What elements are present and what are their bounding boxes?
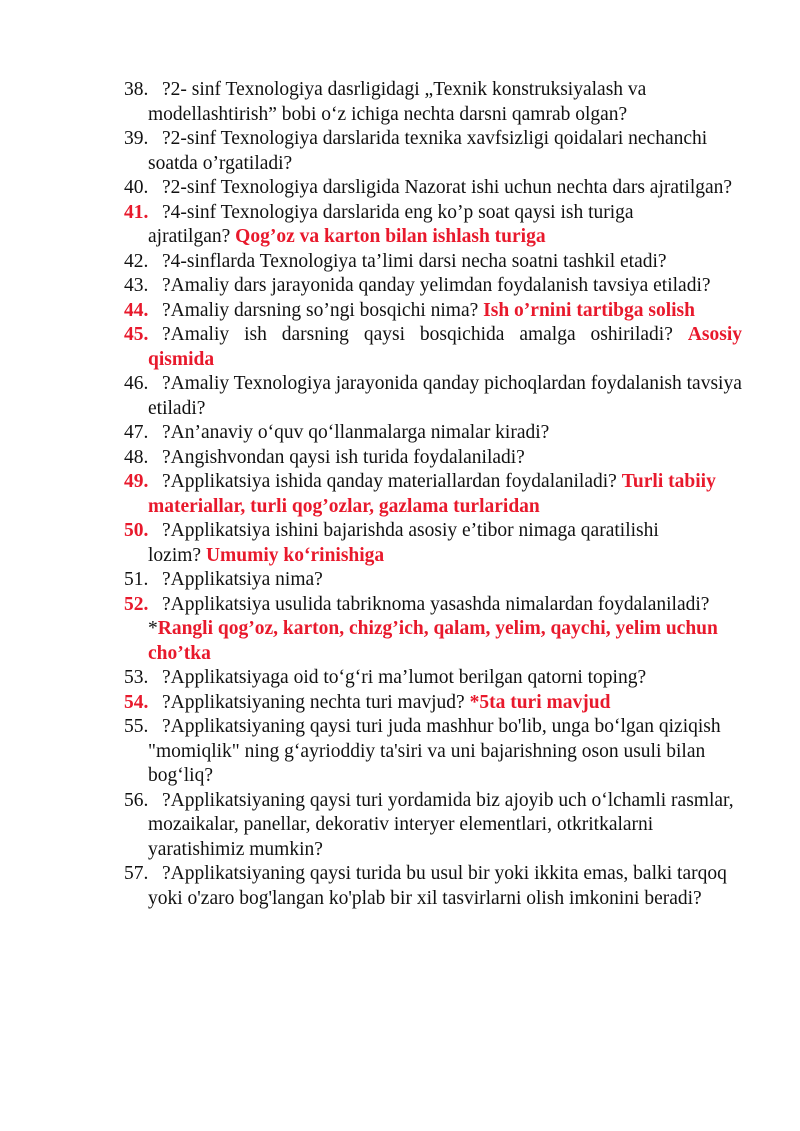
question-text: ?2-sinf Texnologiya darsligida Nazorat ishi uchun nechta dars ajratilgan? [162, 177, 733, 198]
question-text-block [148, 446, 742, 471]
question-text-block [148, 201, 742, 250]
question-text-block [148, 715, 742, 789]
question-text: ?Applikatsiyaning nechta turi mavjud? [162, 691, 465, 713]
question-number: 52. [124, 593, 149, 615]
question-text: ?Applikatsiyaning qaysi turi juda mashhur bo'lib, unga bo‘lgan qiziqish "momiqlik" ning g‘ayrioddiy ta'siri va uni bajarishning oson usuli bilan bog‘liq? [148, 716, 721, 786]
answer-text: Asosiy qismida [148, 324, 742, 370]
question-item [124, 78, 742, 127]
question-item [124, 691, 742, 716]
question-text-block [148, 372, 742, 421]
question-item [124, 862, 742, 911]
question-item [124, 421, 742, 446]
question-item [124, 446, 742, 471]
question-text-block [148, 470, 742, 519]
question-text: ?Amaliy darsning so’ngi bosqichi nima? [162, 299, 479, 321]
question-text-block [148, 78, 742, 127]
question-item [124, 470, 742, 519]
question-text: ?4-sinflarda Texnologiya ta’limi darsi necha soatni tashkil etadi? [162, 250, 667, 272]
question-text: ?4-sinf Texnologiya darslarida eng ko’p soat qaysi ish turiga ajratilgan? [148, 201, 634, 247]
question-number: 53. [124, 667, 149, 688]
question-number: 51. [124, 569, 149, 590]
question-item [124, 372, 742, 421]
question-list [124, 78, 742, 911]
question-text: ?Applikatsiya usulida tabriknoma yasashda nimalardan foydalaniladi? * [148, 593, 710, 639]
question-item [124, 666, 742, 691]
question-item [124, 201, 742, 250]
question-text: ?Applikatsiya ishini bajarishda asosiy e’tibor nimaga qaratilishi lozim? [148, 520, 659, 566]
question-item [124, 568, 742, 593]
question-text-block [148, 299, 742, 324]
question-number: 38. [124, 79, 149, 100]
question-text: ?An’anaviy o‘quv qo‘llanmalarga nimalar kiradi? [162, 422, 550, 443]
question-text-block [148, 666, 742, 691]
question-text-block [148, 274, 742, 299]
question-text-block [148, 568, 742, 593]
answer-text: *5ta turi mavjud [469, 691, 611, 713]
question-number: 44. [124, 299, 149, 321]
question-number: 49. [124, 471, 149, 492]
question-text-block [148, 789, 742, 863]
question-number: 45. [124, 324, 149, 345]
answer-text: Rangli qog’oz, karton, chizg’ich, qalam, yelim, qaychi, yelim uchun cho’tka [148, 618, 718, 664]
question-text: ?Applikatsiyaga oid to‘g‘ri ma’lumot berilgan qatorni toping? [162, 667, 647, 688]
question-number: 57. [124, 863, 149, 884]
question-number: 40. [124, 177, 149, 198]
question-text: ?2- sinf Texnologiya dasrligidagi „Texnik konstruksiyalash va modellashtirish” bobi o‘z ichiga nechta darsni qamrab olgan? [148, 79, 647, 125]
question-number: 43. [124, 275, 149, 296]
question-text-block [148, 127, 742, 176]
answer-text: Qog’oz va karton bilan ishlash turiga [235, 226, 546, 247]
question-text-block [148, 691, 742, 716]
question-number: 50. [124, 520, 149, 541]
question-item [124, 715, 742, 789]
question-number: 47. [124, 422, 149, 443]
question-item [124, 299, 742, 324]
question-text: ?Amaliy ish darsning qaysi bosqichida amalga oshiriladi? [162, 324, 673, 345]
question-number: 54. [124, 691, 149, 713]
question-text: ?Amaliy Texnologiya jarayonida qanday pichoqlardan foydalanish tavsiya etiladi? [148, 373, 742, 419]
question-item [124, 127, 742, 176]
question-text: ?Amaliy dars jarayonida qanday yelimdan foydalanish tavsiya etiladi? [162, 275, 711, 296]
question-number: 39. [124, 128, 149, 149]
question-number: 48. [124, 446, 149, 468]
question-number: 41. [124, 201, 149, 223]
question-text: ?2-sinf Texnologiya darslarida texnika xavfsizligi qoidalari nechanchi soatda o’rgatiladi? [148, 128, 708, 174]
question-text: ?Applikatsiya ishida qanday materiallardan foydalaniladi? [162, 471, 617, 492]
answer-text: Umumiy ko‘rinishiga [205, 544, 385, 566]
question-text: ?Applikatsiyaning qaysi turi yordamida biz ajoyib uch o‘lchamli rasmlar, mozaikalar, panellar, dekorativ interyer elementlari, otkritkalarni yaratishimiz mumkin? [148, 789, 734, 860]
question-text-block [148, 323, 742, 372]
question-item [124, 519, 742, 568]
question-text-block [148, 862, 742, 911]
question-item [124, 323, 742, 372]
question-item [124, 274, 742, 299]
question-text-block [148, 421, 742, 446]
question-text-block [148, 519, 742, 568]
question-item [124, 250, 742, 275]
question-text-block [148, 176, 742, 201]
question-text-block [148, 593, 742, 667]
question-text-block [148, 250, 742, 275]
question-item [124, 789, 742, 863]
question-text: ?Angishvondan qaysi ish turida foydalaniladi? [162, 446, 525, 468]
question-text: ?Applikatsiyaning qaysi turida bu usul bir yoki ikkita emas, balki tarqoq yoki o'zaro bog'langan ko'plab bir xil tasvirlarni olish imkonini beradi? [148, 863, 727, 909]
answer-text: Turli tabiiy materiallar, turli qog’ozlar, gazlama turlaridan [148, 471, 716, 517]
question-number: 55. [124, 716, 149, 737]
question-item [124, 593, 742, 667]
question-number: 46. [124, 373, 149, 394]
question-number: 42. [124, 250, 149, 272]
question-text: ?Applikatsiya nima? [162, 569, 323, 590]
question-number: 56. [124, 789, 149, 811]
question-item [124, 176, 742, 201]
answer-text: Ish o’rnini tartibga solish [483, 299, 695, 321]
